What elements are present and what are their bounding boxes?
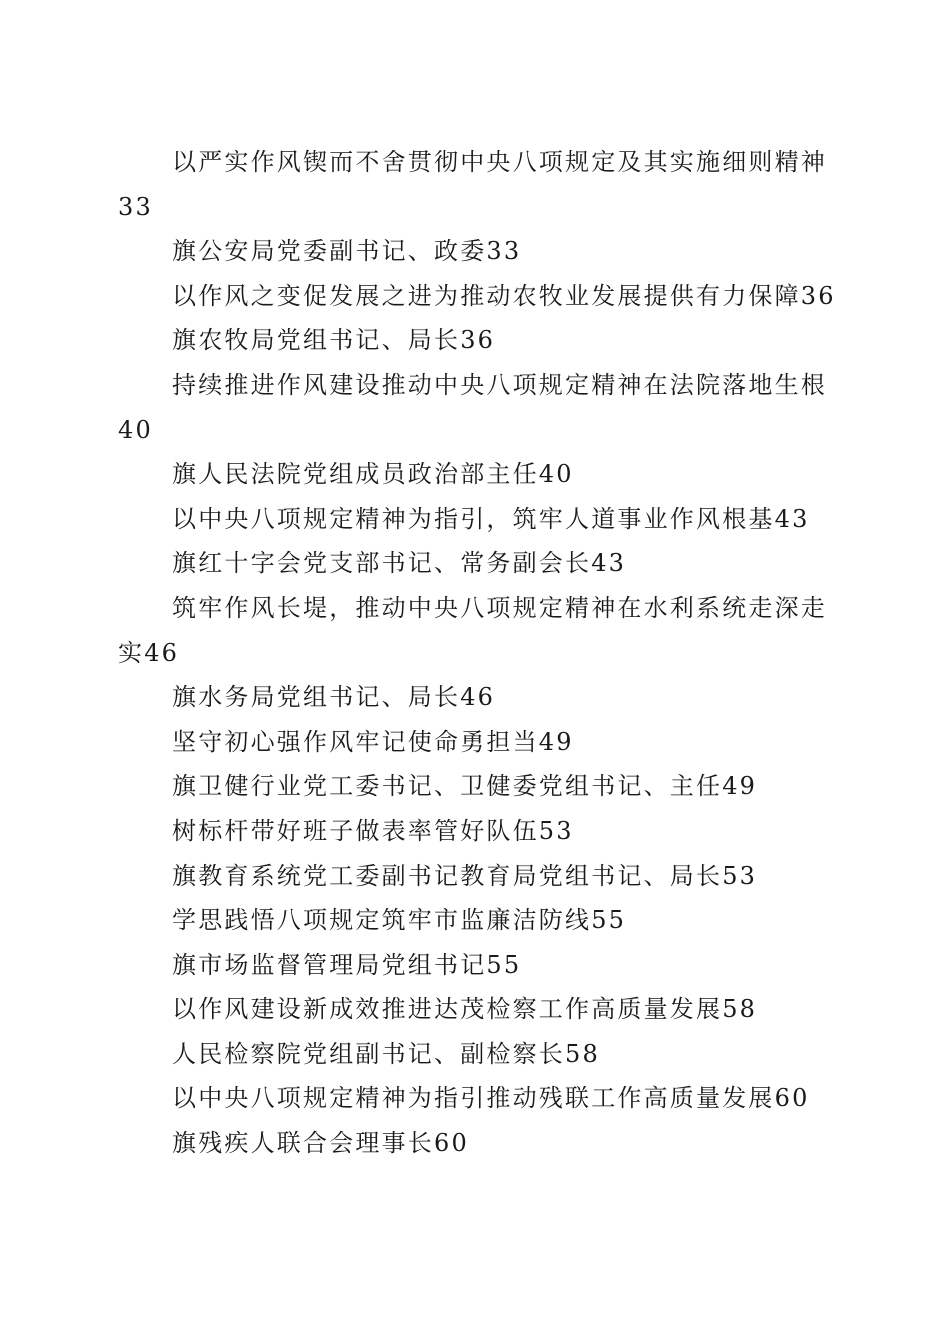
toc-entry: 人民检察院党组副书记、副检察长58 <box>172 1039 600 1068</box>
toc-entry: 以中央八项规定精神为指引，筑牢人道事业作风根基43 <box>172 504 810 533</box>
toc-entry: 旗市场监督管理局党组书记55 <box>172 950 522 979</box>
toc-entry: 学思践悟八项规定筑牢市监廉洁防线55 <box>172 906 627 935</box>
toc-entry: 旗教育系统党工委副书记教育局党组书记、局长53 <box>172 861 758 890</box>
toc-entry: 旗红十字会党支部书记、常务副会长43 <box>172 549 627 578</box>
toc-entry: 筑牢作风长堤，推动中央八项规定精神在水利系统走深走 <box>172 593 827 622</box>
toc-entry: 以严实作风锲而不舍贯彻中央八项规定及其实施细则精神 <box>172 148 827 176</box>
toc-entry: 旗卫健行业党工委书记、卫健委党组书记、主任49 <box>172 772 758 801</box>
table-of-contents <box>118 140 836 1166</box>
toc-entry: 旗残疾人联合会理事长60 <box>172 1129 469 1158</box>
toc-entry: 实46 <box>118 638 180 667</box>
toc-entry: 33 <box>118 192 153 221</box>
toc-entry: 树标杆带好班子做表率管好队伍53 <box>172 816 574 845</box>
toc-entry: 以中央八项规定精神为指引推动残联工作高质量发展60 <box>172 1084 810 1113</box>
toc-entry: 旗水务局党组书记、局长46 <box>172 683 496 712</box>
toc-entry: 坚守初心强作风牢记使命勇担当49 <box>172 727 574 756</box>
toc-entry: 旗人民法院党组成员政治部主任40 <box>172 460 574 489</box>
toc-entry: 持续推进作风建设推动中央八项规定精神在法院落地生根 <box>172 370 827 399</box>
toc-entry: 旗农牧局党组书记、局长36 <box>172 326 496 355</box>
toc-entry: 旗公安局党委副书记、政委33 <box>172 237 522 266</box>
toc-entry: 40 <box>118 415 153 444</box>
toc-entry: 以作风建设新成效推进达茂检察工作高质量发展58 <box>172 995 758 1024</box>
toc-entry: 以作风之变促发展之进为推动农牧业发展提供有力保障36 <box>172 281 836 310</box>
